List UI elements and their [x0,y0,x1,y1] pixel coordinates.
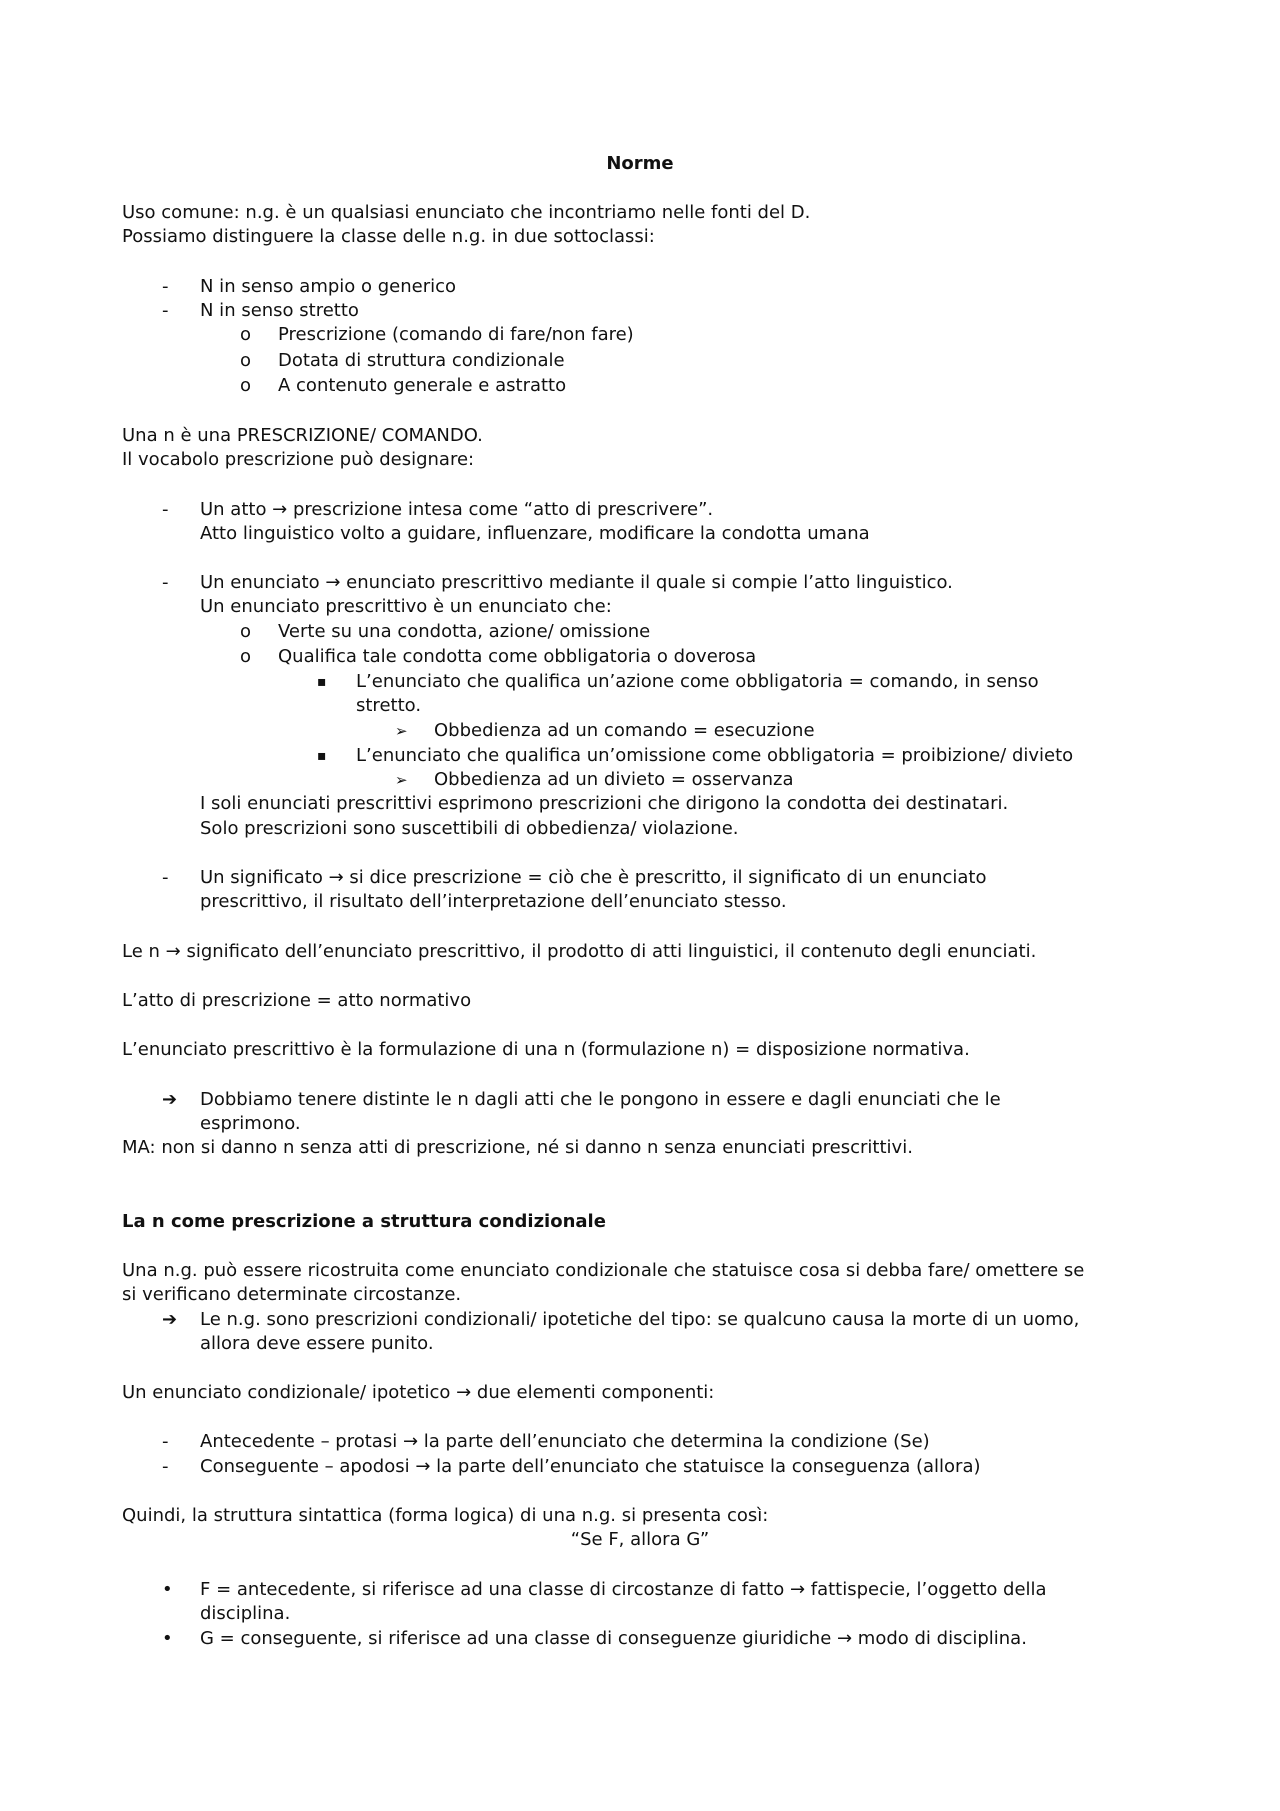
arrow-bullet-icon: ➢ [395,771,408,789]
intro-line-1: Uso comune: n.g. è un qualsiasi enunciato che incontriamo nelle fonti del D. [122,202,811,223]
dash-marker: - [162,572,169,593]
le-n-line: Le n → significato dell’enunciato prescrittivo, il prodotto di atti linguistici, il contenuto degli enunciati. [122,941,1037,962]
ricostruita-line-1: Una n.g. può essere ricostruita come enunciato condizionale che statuisce cosa si debba fare/ omettere se [122,1260,1085,1281]
g-def-line: G = conseguente, si riferisce ad una classe di conseguenze giuridiche → modo di disciplina. [200,1628,1027,1649]
circle-marker: o [240,646,252,667]
soli-line-1: I soli enunciati prescrittivi esprimono prescrizioni che dirigono la condotta dei destinatari. [200,793,1009,814]
circle-marker: o [240,350,252,371]
sub-item-qualifica: Qualifica tale condotta come obbligatoria o doverosa [278,646,757,667]
soli-line-2: Solo prescrizioni sono suscettibili di obbedienza/ violazione. [200,818,739,839]
sub-item-verte: Verte su una condotta, azione/ omissione [278,621,651,642]
atto-line-1: Un atto → prescrizione intesa come “atto di prescrivere”. [200,499,714,520]
sub-item-contenuto: A contenuto generale e astratto [278,375,567,396]
ricostruita-line-2: si verificano determinate circostanze. [122,1284,462,1305]
circle-marker: o [240,375,252,396]
dash-marker: - [162,867,169,888]
dash-marker: - [162,1456,169,1477]
intro-line-2: Possiamo distinguere la classe delle n.g. in due sottoclassi: [122,226,655,247]
comando-line-1: L’enunciato che qualifica un’azione come obbligatoria = comando, in senso [356,671,1039,692]
circle-marker: o [240,324,252,345]
struttura-line: Quindi, la struttura sintattica (forma logica) di una n.g. si presenta così: [122,1505,769,1526]
dash-marker: - [162,276,169,297]
formula-line: “Se F, allora G” [570,1529,710,1550]
esecuzione-line: Obbedienza ad un comando = esecuzione [434,720,815,741]
ma-line: MA: non si danno n senza atti di prescrizione, né si danno n senza enunciati prescrittivi. [122,1137,913,1158]
distinte-line-1: Dobbiamo tenere distinte le n dagli atti che le pongono in essere e dagli enunciati che le [200,1089,1001,1110]
atto-line-2: Atto linguistico volto a guidare, influenzare, modificare la condotta umana [200,523,870,544]
dash-marker: - [162,499,169,520]
circle-marker: o [240,621,252,642]
section-2-title: La n come prescrizione a struttura condizionale [122,1211,606,1232]
enunciato-line-1: Un enunciato → enunciato prescrittivo mediante il quale si compie l’atto linguistico. [200,572,953,593]
prescr-intro-2: Il vocabolo prescrizione può designare: [122,449,475,470]
comando-line-2: stretto. [356,695,422,716]
atto-normativo-line: L’atto di prescrizione = atto normativo [122,990,472,1011]
list-item-senso-stretto: N in senso stretto [200,300,359,321]
f-def-line-1: F = antecedente, si riferisce ad una classe di circostanze di fatto → fattispecie, l’oggetto della [200,1579,1047,1600]
list-item-senso-ampio: N in senso ampio o generico [200,276,457,297]
formulazione-line: L’enunciato prescrittivo è la formulazione di una n (formulazione n) = disposizione normativa. [122,1039,970,1060]
dash-marker: - [162,300,169,321]
enunciato-line-2: Un enunciato prescrittivo è un enunciato che: [200,596,612,617]
antecedente-line: Antecedente – protasi → la parte dell’enunciato che determina la condizione (Se) [200,1431,930,1452]
distinte-line-2: esprimono. [200,1113,301,1134]
osservanza-line: Obbedienza ad un divieto = osservanza [434,769,794,790]
divieto-line: L’enunciato che qualifica un’omissione come obbligatoria = proibizione/ divieto [356,745,1074,766]
componenti-line: Un enunciato condizionale/ ipotetico → due elementi componenti: [122,1382,715,1403]
bullet-icon: • [162,1579,173,1600]
bold-arrow-icon: ➔ [162,1089,178,1110]
conseguente-line: Conseguente – apodosi → la parte dell’enunciato che statuisce la conseguenza (allora) [200,1456,981,1477]
bullet-icon: • [162,1628,173,1649]
bold-arrow-icon: ➔ [162,1309,178,1330]
f-def-line-2: disciplina. [200,1603,291,1624]
sub-item-struttura: Dotata di struttura condizionale [278,350,565,371]
square-bullet-icon: ▪ [317,674,327,690]
arrow-bullet-icon: ➢ [395,722,408,740]
page-title: Norme [606,153,674,174]
sub-item-prescrizione: Prescrizione (comando di fare/non fare) [278,324,634,345]
dash-marker: - [162,1431,169,1452]
significato-line-2: prescrittivo, il risultato dell’interpretazione dell’enunciato stesso. [200,891,787,912]
significato-line-1: Un significato → si dice prescrizione = ciò che è prescritto, il significato di un enunciato [200,867,987,888]
prescr-intro-1: Una n è una PRESCRIZIONE/ COMANDO. [122,425,483,446]
condizionali-line-1: Le n.g. sono prescrizioni condizionali/ ipotetiche del tipo: se qualcuno causa la morte di un uomo, [200,1309,1080,1330]
condizionali-line-2: allora deve essere punito. [200,1333,434,1354]
square-bullet-icon: ▪ [317,748,327,764]
